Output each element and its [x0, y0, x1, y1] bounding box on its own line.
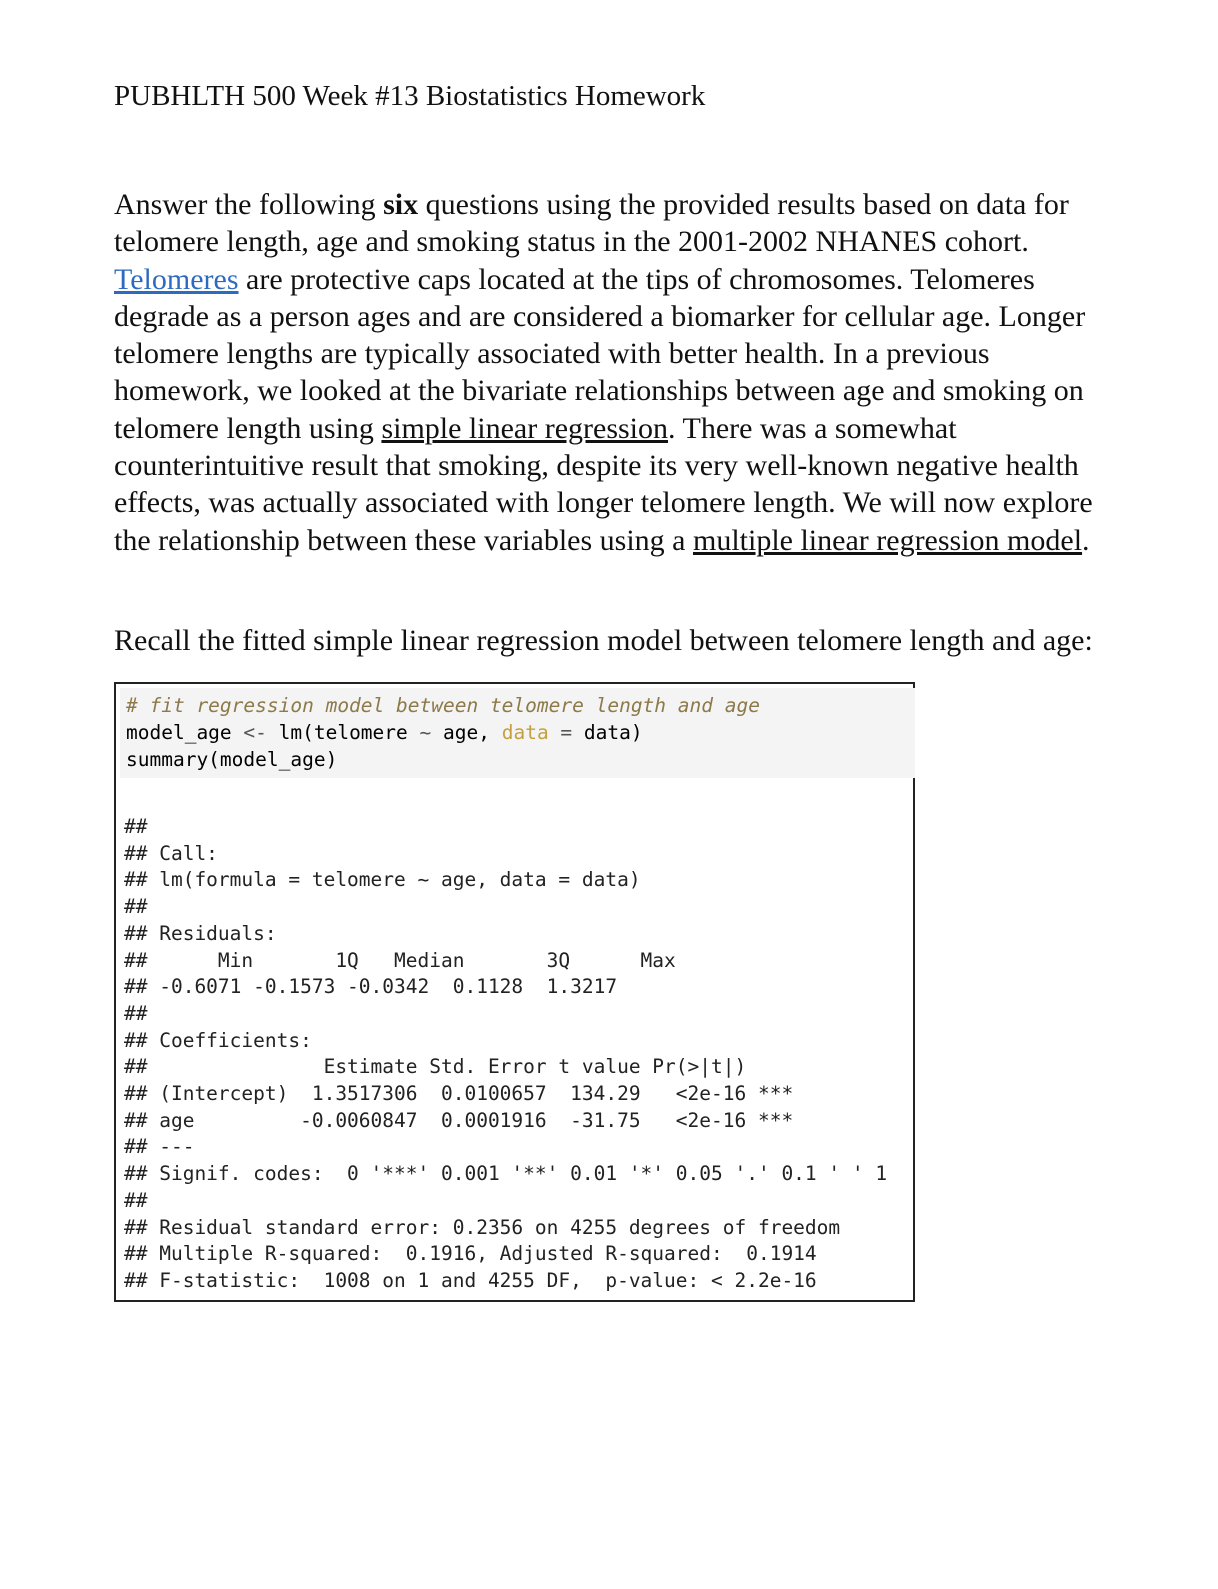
- code-comment-line: # fit regression model between telomere length and age: [126, 694, 760, 717]
- emphasis-six: six: [383, 188, 419, 221]
- output-line: ## -0.6071 -0.1573 -0.0342 0.1128 1.3217: [124, 975, 618, 999]
- output-line: ## Call:: [124, 841, 218, 865]
- output-line: ##: [124, 1188, 148, 1212]
- intro-line-2: telomere length, age and smoking status in the 2001-2002 NHANES cohort.: [114, 225, 1029, 259]
- r-code-block: [114, 682, 915, 1302]
- intro-line-9: effects, was actually associated with longer telomere length. We will now explore: [114, 486, 1093, 520]
- page-title: PUBHLTH 500 Week #13 Biostatistics Homework: [114, 80, 706, 112]
- output-line: ## ---: [124, 1135, 195, 1159]
- simple-linear-regression-term: simple linear regression: [381, 411, 669, 445]
- code-input-area: [120, 688, 915, 778]
- output-line: ##: [124, 815, 148, 838]
- intro-line-10: the relationship between these variables using a multiple linear regression model.: [114, 523, 1090, 557]
- intro-line-6: homework, we looked at the bivariate relationships between age and smoking on: [114, 374, 1084, 408]
- multiple-linear-regression-term: multiple linear regression model: [692, 523, 1083, 557]
- output-line: ##: [124, 895, 148, 919]
- output-line: ## Residual standard error: 0.2356 on 4255 degrees of freedom: [124, 1215, 841, 1239]
- recall-text: Recall the fitted simple linear regression model between telomere length and age:: [114, 624, 1093, 657]
- output-line: ##: [124, 1001, 148, 1025]
- output-line: ## (Intercept) 1.3517306 0.0100657 134.29 <2e-16 ***: [124, 1082, 794, 1105]
- intro-line-8: counterintuitive result that smoking, despite its very well-known negative health: [114, 449, 1079, 483]
- output-line: ## Min 1Q Median 3Q Max: [124, 948, 676, 972]
- output-line: ## Estimate Std. Error t value Pr(>|t|): [124, 1055, 747, 1079]
- output-line: ## Signif. codes: 0 '***' 0.001 '**' 0.01 '*' 0.05 '.' 0.1 ' ' 1: [124, 1162, 888, 1186]
- output-line: ## Multiple R-squared: 0.1916, Adjusted R-squared: 0.1914: [124, 1242, 817, 1266]
- intro-line-1: Answer the following six questions using the provided results based on data for: [114, 188, 1069, 221]
- output-line: ## age -0.0060847 0.0001916 -31.75 <2e-16 ***: [124, 1108, 794, 1132]
- output-line: ## lm(formula = telomere ~ age, data = data): [124, 868, 641, 892]
- output-line: ## Coefficients:: [124, 1028, 312, 1052]
- output-line: ## F-statistic: 1008 on 1 and 4255 DF, p-value: < 2.2e-16: [124, 1268, 817, 1292]
- output-line: ## Residuals:: [124, 921, 277, 945]
- intro-line-4: degrade as a person ages and are considered a biomarker for cellular age. Longer: [114, 299, 1086, 333]
- telomeres-link[interactable]: Telomeres: [114, 262, 239, 296]
- intro-line-7: telomere length using simple linear regression. There was a somewhat: [114, 411, 957, 445]
- intro-line-3: Telomeres are protective caps located at the tips of chromosomes. Telomeres: [114, 262, 1035, 296]
- intro-paragraph: [114, 186, 1114, 559]
- code-model-line: model_age <- lm(telomere ~ age, data = data): [126, 721, 643, 744]
- code-summary-line: summary(model_age): [126, 748, 338, 771]
- intro-line-5: telomere lengths are typically associated with better health. In a previous: [114, 337, 990, 371]
